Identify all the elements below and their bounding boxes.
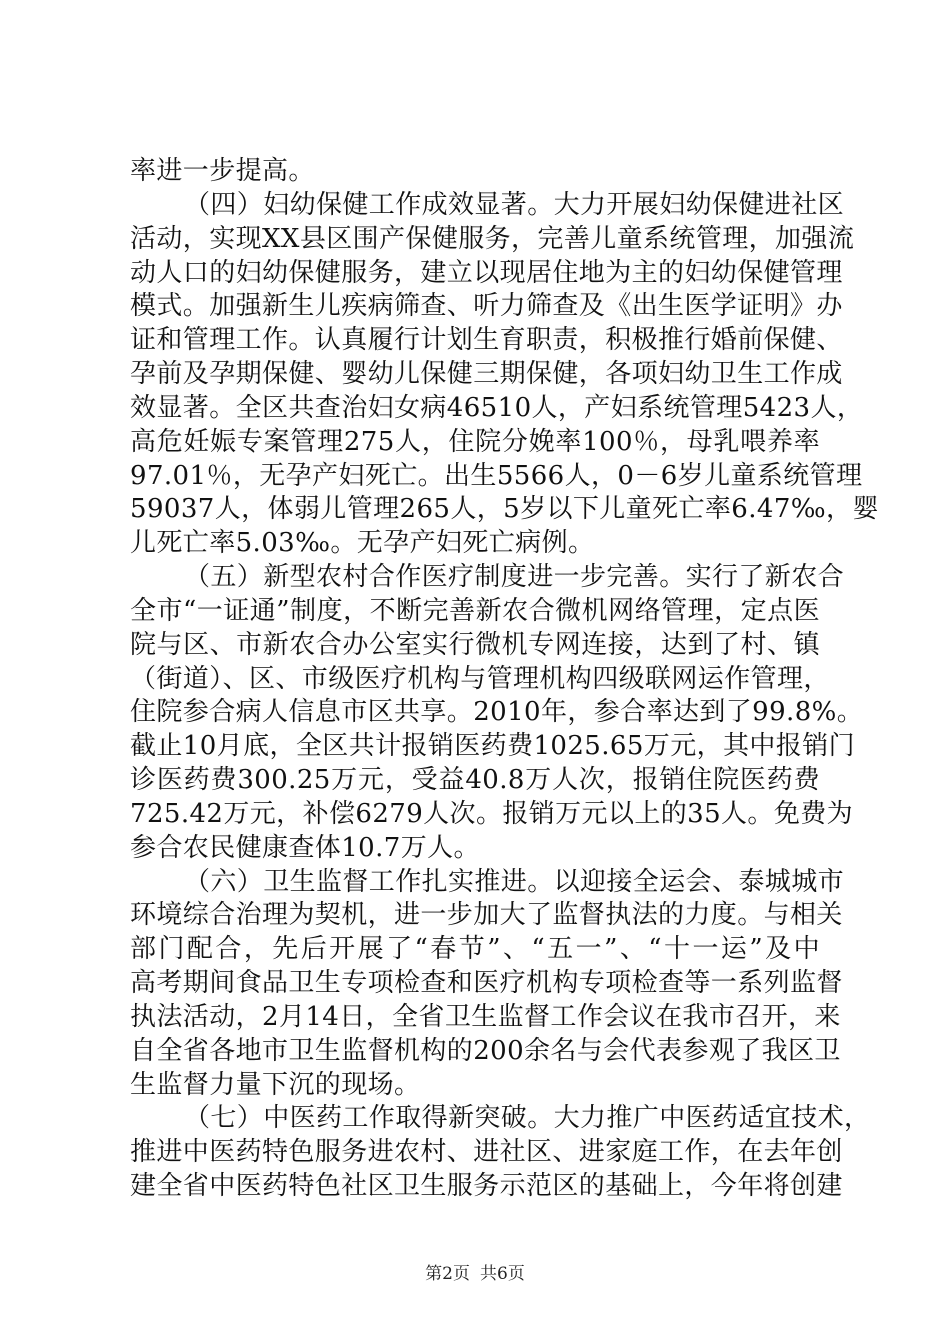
text-line-18: 截止10月底，全区共计报销医药费1025.65万元，其中报销门 [130, 731, 856, 761]
text-line-14: 全市“一证通”制度，不断完善新农合微机网络管理，定点医 [130, 596, 820, 626]
text-line-21: 参合农民健康查体10.7万人。 [130, 833, 480, 863]
text-line-10: 97.01％，无孕产妇死亡。出生5566人，0－6岁儿童系统管理 [130, 461, 863, 491]
section-heading-4: （四）妇幼保健工作成效显著。大力开展妇幼保健进社区 [184, 190, 845, 220]
text-line-26: 执法活动，2月14日，全省卫生监督工作会议在我市召开，来 [130, 1002, 841, 1032]
text-line-7: 孕前及孕期保健、婴幼儿保健三期保健，各项妇幼卫生工作成 [130, 359, 843, 389]
text-line-8: 效显著。全区共查治妇女病46510人，产妇系统管理5423人， [130, 393, 864, 423]
page-number: 第2页 [425, 1264, 470, 1284]
section-heading-7: （七）中医药工作取得新突破。大力推广中医药适宜技术， [184, 1103, 871, 1133]
text-line-3: 活动，实现XX县区围产保健服务，完善儿童系统管理，加强流 [130, 224, 855, 254]
text-line-28: 生监督力量下沉的现场。 [130, 1070, 421, 1100]
text-line-20: 725.42万元，补偿6279人次。报销万元以上的35人。免费为 [130, 799, 854, 829]
text-line-31: 建全省中医药特色社区卫生服务示范区的基础上，今年将创建 [130, 1171, 843, 1201]
text-line-9: 高危妊娠专案管理275人，住院分娩率100％，母乳喂养率 [130, 427, 820, 457]
page-footer [0, 1262, 950, 1286]
text-line-12: 儿死亡率5.03‰。无孕产妇死亡病例。 [130, 528, 595, 558]
text-line-27: 自全省各地市卫生监督机构的200余名与会代表参观了我区卫 [130, 1036, 841, 1066]
text-line-6: 证和管理工作。认真履行计划生育职责，积极推行婚前保健、 [130, 325, 843, 355]
text-line-30: 推进中医药特色服务进农村、进社区、进家庭工作，在去年创 [130, 1137, 843, 1167]
text-line-1: 率进一步提高。 [130, 156, 315, 186]
text-line-23: 环境综合治理为契机，进一步加大了监督执法的力度。与相关 [130, 900, 843, 930]
text-line-4: 动人口的妇幼保健服务，建立以现居住地为主的妇幼保健管理 [130, 258, 843, 288]
text-line-15: 院与区、市新农合办公室实行微机专网连接，达到了村、镇 [130, 630, 820, 660]
section-heading-5: （五）新型农村合作医疗制度进一步完善。实行了新农合 [184, 562, 845, 592]
text-line-11: 59037人，体弱儿管理265人，5岁以下儿童死亡率6.47‰，婴 [130, 494, 879, 524]
text-line-5: 模式。加强新生儿疾病筛查、听力筛查及《出生医学证明》办 [130, 291, 843, 321]
page-total: 共6页 [480, 1264, 525, 1284]
text-line-24: 部门配合，先后开展了“春节”、“五一”、“十一运”及中 [130, 934, 820, 964]
text-line-17: 住院参合病人信息市区共享。2010年，参合率达到了99.8%。 [130, 697, 864, 727]
text-line-16: （街道）、区、市级医疗机构与管理机构四级联网运作管理， [130, 664, 830, 694]
text-line-19: 诊医药费300.25万元，受益40.8万人次，报销住院医药费 [130, 765, 820, 795]
section-heading-6: （六）卫生监督工作扎实推进。以迎接全运会、泰城城市 [184, 867, 845, 897]
text-line-25: 高考期间食品卫生专项检查和医疗机构专项检查等一系列监督 [130, 968, 843, 998]
